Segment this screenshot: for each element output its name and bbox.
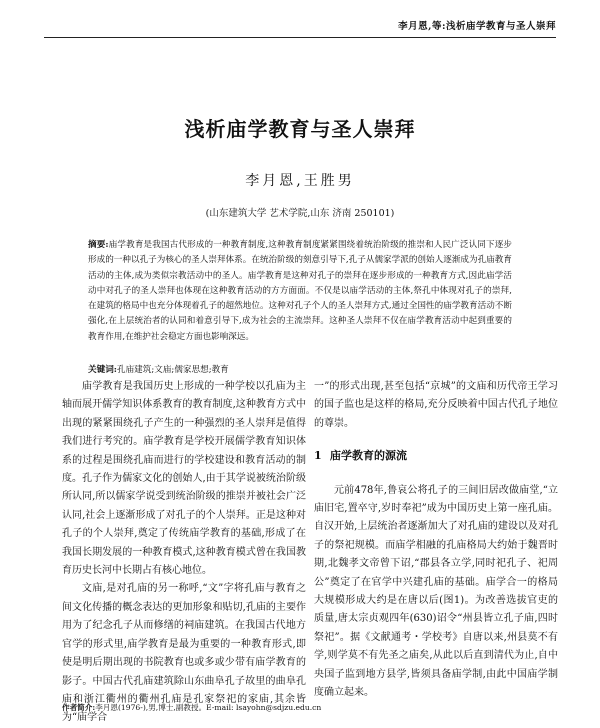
keywords-label: 关键词:	[88, 365, 117, 375]
running-head: 李月恩,等:浅析庙学教育与圣人崇拜	[398, 21, 556, 32]
abstract-text: 庙学教育是我国古代形成的一种教育制度,这种教育制度紧紧围绕着统治阶级的推崇和人民广泛认同下逐步形成的一种以孔子为核心的圣人崇拜体系。在统治阶级的刻意引导下,孔子从儒家学派的创始人逐渐成为孔庙教育活动的主体,成为类似宗教活动中的圣人。庙学教育是这种对孔子的崇拜在逐步形成的一种教育方式,因此庙学活动中对孔子的圣人崇拜也体现在这种教育活动的方方面面。不仅是以庙学活动的主体,祭孔中体现对孔子的崇拜,在建筑的格局中也充分体现着孔子的超然地位。这种对孔子个人的圣人崇拜方式,通过全国性的庙学教育活动不断强化,在上层统治者的认同和着意引导下,成为社会的主流崇拜。这种圣人崇拜不仅在庙学教育活动中起到重要的教育作用,在维护社会稳定方面也影响深远。	[88, 240, 512, 342]
section-title: 庙学教育的源流	[330, 449, 407, 463]
body-paragraph: 元前478年,鲁哀公将孔子的三间旧居改做庙堂,“立庙旧宅,置卒守,岁时奉祀”成为中国历史上第一座孔庙。自汉开始,上层统治者逐渐加大了对孔庙的建设以及对孔子的祭祀规模。而庙学相融的孔庙格局大约始于魏晋时期,北魏孝文帝曾下诏,“郡县各立学,同时祀孔子、祀周公”奠定了在官学中兴建孔庙的基础。庙学合一的格局大规模形成大约是在唐以后(图1)。为改善选拔官吏的质量,唐太宗贞观四年(630)诏令“州县皆立孔子庙,四时祭祀”。据《文献通考・学校考》自唐以来,州县莫不有学,则学莫不有先圣之庙矣,从此以后直到清代为止,自中央国子监到地方县学,皆须具备庙学制,由此中国庙学制度确立起来。	[314, 484, 558, 699]
body-paragraph: 庙学教育是我国历史上形成的一种学校以孔庙为主轴而展开儒学知识体系教育的教育制度,这种教育方式中出现的紧紧围绕孔子产生的一种强烈的圣人崇拜是值得我们进行考究的。庙学教育是学校开展儒学教育知识体系的过程是围绕孔庙而进行的学校建设和教育活动的制度。孔子作为儒家文化的创始人,由于其学说被统治阶级所认同,所以儒家学说受到统治阶级的推崇并被社会广泛认同,社会上逐渐形成了对孔子的个人崇拜。正是这种对孔子的个人崇拜,奠定了传统庙学教育的基础,形成了在我国长期发展的一种教育模式,这种教育模式曾在我国教育历史长河中长期占有核心地位。	[62, 381, 306, 577]
header-rule	[44, 37, 556, 38]
footnote	[62, 702, 321, 713]
affiliation: (山东建筑大学 艺术学院,山东 济南 250101)	[205, 208, 395, 219]
abstract-label: 摘要:	[88, 240, 109, 250]
footnote-label: 作者简介:	[62, 703, 96, 712]
section-number: 1	[314, 449, 322, 463]
footnote-text: 李月恩(1976-),男,博士,副教授。E-mail: lsayohn@sdjzu.edu.cn	[95, 703, 322, 712]
keywords-text: 孔庙建筑;文庙;儒家思想;教育	[116, 365, 229, 375]
body-paragraph: 文庙,是对孔庙的另一称呼,“文”字将孔庙与教育之间文化传播的概念表达的更加形象和贴切,孔庙的主要作用为了纪念孔子从而修缮的祠庙建筑。在我国古代地方官学的形式里,庙学教育是最为重要的一种教育形式,即使是明后期出现的书院教育也或多或少带有庙学教育的影子。中国古代孔庙建筑除山东曲阜孔子故里的曲阜孔庙和浙江衢州的衢州孔庙是孔家祭祀的家庙,其余皆为“庙学合	[62, 583, 306, 724]
keywords	[88, 363, 512, 375]
abstract	[88, 238, 512, 345]
left-column	[62, 378, 306, 728]
paper-title: 浅析庙学教育与圣人崇拜	[184, 117, 416, 141]
author-line: 李月恩,王胜男	[245, 173, 355, 189]
right-column	[314, 378, 558, 703]
body-paragraph: 一”的形式出现,甚至包括“京城”的文庙和历代帝王学习的国子监也是这样的格局,充分反映着中国古代孔子地位的尊崇。	[314, 381, 558, 429]
section-heading	[314, 447, 558, 465]
